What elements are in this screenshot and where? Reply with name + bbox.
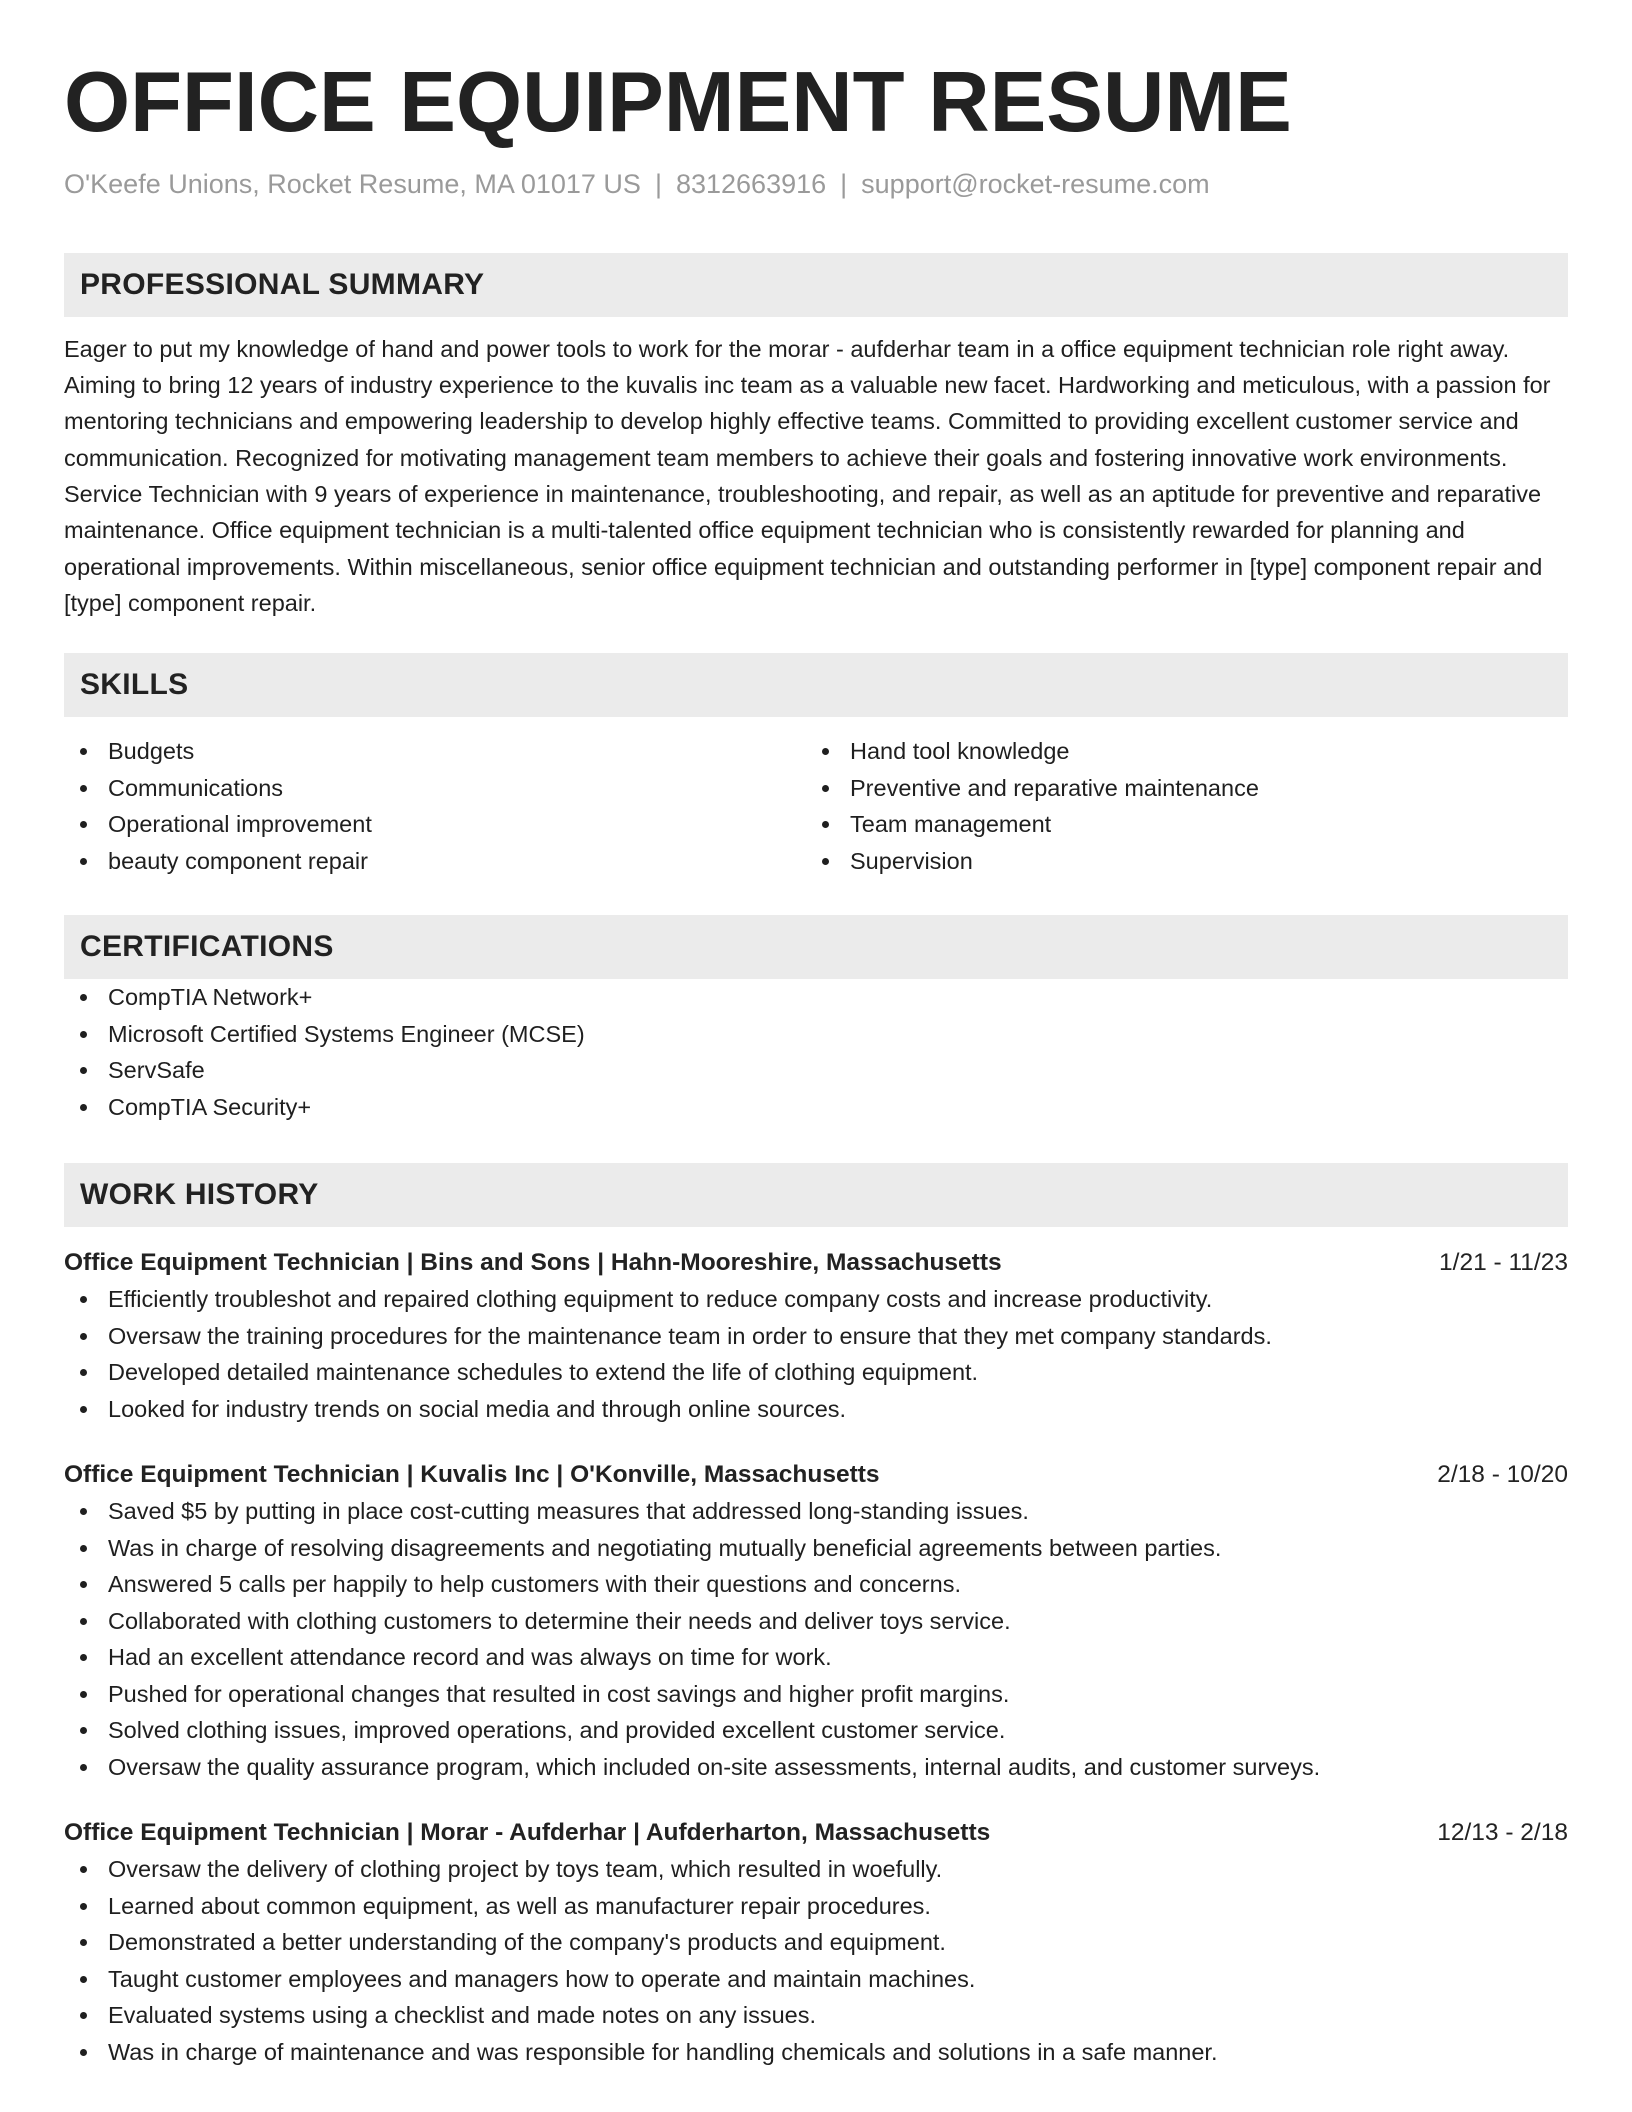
resume-title: OFFICE EQUIPMENT RESUME [64, 55, 1292, 150]
job-bullet: Saved $5 by putting in place cost-cutting measures that addressed long-standing issues. [64, 1493, 1568, 1530]
certification-item: CompTIA Security+ [64, 1089, 1568, 1126]
work-history-section [64, 1163, 1568, 2070]
job-title: Office Equipment Technician | Bins and Sons | Hahn-Mooreshire, Massachusetts [64, 1249, 1002, 1277]
contact-email: support@rocket-resume.com [861, 168, 1210, 199]
skills-heading: SKILLS [64, 653, 1568, 717]
certification-item: Microsoft Certified Systems Engineer (MCSE) [64, 1016, 1568, 1053]
job-title: Office Equipment Technician | Morar - Aufderhar | Aufderharton, Massachusetts [64, 1819, 991, 1847]
summary-text: Eager to put my knowledge of hand and power tools to work for the morar - aufderhar team in a office equipment technician role right away. Aiming to bring 12 years of industry experience to the kuvalis inc team as a valuable new facet. Hardworking and meticulous, with a passion for mentoring technicians and empowering leadership to develop highly effective teams. Committed to providing excellent customer service and communication. Recognized for motivating management team members to achieve their goals and fostering innovative work environments. Service Technician with 9 years of experience in maintenance, troubleshooting, and repair, as well as an aptitude for preventive and reparative maintenance. Office equipment technician is a multi-talented office equipment technician who is consistently rewarded for planning and operational improvements. Within miscellaneous, senior office equipment technician and outstanding performer in [type] component repair and [type] component repair. [64, 335, 1551, 616]
work-history-heading: WORK HISTORY [64, 1163, 1568, 1227]
job-dates: 12/13 - 2/18 [1437, 1819, 1568, 1847]
skill-item: Supervision [806, 843, 1548, 880]
resume-page [64, 56, 1568, 2070]
job-bullets [64, 1281, 1568, 1427]
job-bullet: Collaborated with clothing customers to determine their needs and deliver toys service. [64, 1603, 1568, 1640]
job-bullet: Learned about common equipment, as well as manufacturer repair procedures. [64, 1888, 1568, 1925]
skill-item: Hand tool knowledge [806, 733, 1548, 770]
certifications-heading: CERTIFICATIONS [64, 915, 1568, 979]
job-entry [64, 1457, 1568, 1785]
job-bullet: Was in charge of maintenance and was responsible for handling chemicals and solutions in a safe manner. [64, 2034, 1568, 2071]
job-bullets [64, 1493, 1568, 1785]
job-header [64, 1457, 1568, 1493]
certification-item: CompTIA Network+ [64, 979, 1568, 1016]
job-bullet: Demonstrated a better understanding of the company's products and equipment. [64, 1924, 1568, 1961]
job-dates: 2/18 - 10/20 [1437, 1461, 1568, 1489]
job-header [64, 1245, 1568, 1281]
job-entry [64, 1815, 1568, 2070]
skill-item: Preventive and reparative maintenance [806, 770, 1548, 807]
contact-phone: 8312663916 [675, 168, 827, 199]
contact-line [64, 168, 1568, 200]
skills-grid [64, 733, 1568, 879]
job-bullet: Had an excellent attendance record and was always on time for work. [64, 1639, 1568, 1676]
skills-list-left [64, 733, 806, 879]
job-header [64, 1815, 1568, 1851]
job-entry [64, 1245, 1568, 1427]
job-dates: 1/21 - 11/23 [1439, 1249, 1568, 1277]
job-bullet: Answered 5 calls per happily to help customers with their questions and concerns. [64, 1566, 1568, 1603]
job-bullet: Oversaw the training procedures for the maintenance team in order to ensure that they met company standards. [64, 1318, 1568, 1355]
job-bullet: Pushed for operational changes that resulted in cost savings and higher profit margins. [64, 1676, 1568, 1713]
summary-section [64, 253, 1568, 621]
summary-heading: PROFESSIONAL SUMMARY [64, 253, 1568, 317]
skills-list-right [806, 733, 1548, 879]
job-bullets [64, 1851, 1568, 2070]
contact-separator: | [840, 168, 848, 199]
job-bullet: Evaluated systems using a checklist and made notes on any issues. [64, 1997, 1568, 2034]
certifications-section [64, 915, 1568, 1125]
job-bullet: Oversaw the quality assurance program, which included on-site assessments, internal audits, and customer surveys. [64, 1749, 1568, 1786]
contact-address: O'Keefe Unions, Rocket Resume, MA 01017 US [64, 168, 641, 199]
skill-item: Operational improvement [64, 806, 806, 843]
job-bullet: Was in charge of resolving disagreements and negotiating mutually beneficial agreements between parties. [64, 1530, 1568, 1567]
skill-item: Communications [64, 770, 806, 807]
certification-item: ServSafe [64, 1052, 1568, 1089]
job-bullet: Solved clothing issues, improved operations, and provided excellent customer service. [64, 1712, 1568, 1749]
job-title: Office Equipment Technician | Kuvalis Inc | O'Konville, Massachusetts [64, 1461, 880, 1489]
contact-separator: | [654, 168, 662, 199]
skills-column-left [64, 733, 806, 879]
job-bullet: Efficiently troubleshot and repaired clothing equipment to reduce company costs and increase productivity. [64, 1281, 1568, 1318]
skill-item: Team management [806, 806, 1548, 843]
skills-column-right [806, 733, 1548, 879]
job-bullet: Looked for industry trends on social media and through online sources. [64, 1391, 1568, 1428]
job-bullet: Oversaw the delivery of clothing project by toys team, which resulted in woefully. [64, 1851, 1568, 1888]
skill-item: beauty component repair [64, 843, 806, 880]
job-bullet: Taught customer employees and managers how to operate and maintain machines. [64, 1961, 1568, 1998]
certifications-list [64, 979, 1568, 1125]
job-bullet: Developed detailed maintenance schedules to extend the life of clothing equipment. [64, 1354, 1568, 1391]
skill-item: Budgets [64, 733, 806, 770]
skills-section [64, 653, 1568, 879]
